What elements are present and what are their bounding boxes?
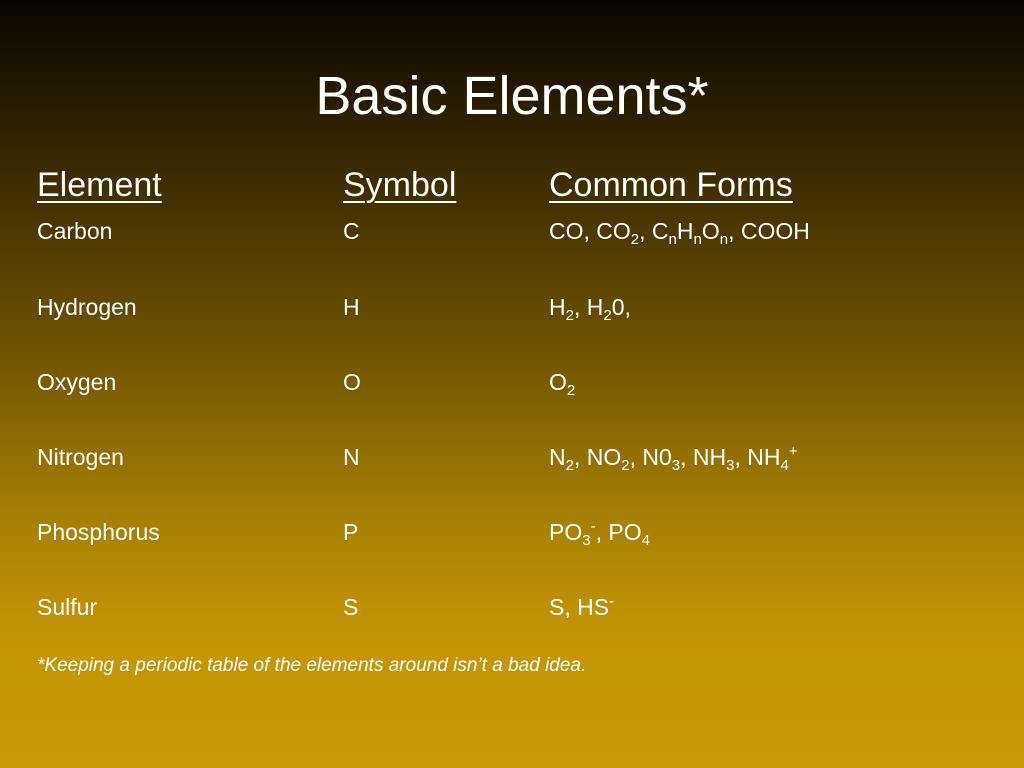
element-name: Hydrogen	[37, 294, 137, 320]
common-forms	[549, 594, 614, 621]
formula-text: , NH	[680, 444, 727, 470]
formula-text: O	[549, 369, 567, 395]
subscript: 2	[621, 457, 630, 474]
subscript: 3	[671, 457, 681, 474]
superscript: +	[788, 443, 798, 460]
subscript: n	[719, 231, 729, 248]
table-row	[37, 218, 997, 258]
table-header	[37, 166, 997, 206]
header-common-forms: Common Forms	[549, 166, 793, 204]
subscript: 2	[630, 231, 640, 248]
common-forms	[549, 294, 631, 324]
footnote: *Keeping a periodic table of the elements around isn’t a bad idea.	[37, 655, 587, 676]
formula-text: H	[676, 218, 694, 244]
element-symbol: N	[343, 444, 360, 470]
slide-title: Basic Elements*	[315, 66, 709, 126]
superscript: -	[590, 518, 596, 535]
formula-text: PO	[549, 519, 583, 545]
common-forms	[549, 218, 810, 248]
formula-text: , NH	[734, 444, 781, 470]
common-forms	[549, 518, 650, 549]
subscript: 4	[641, 532, 650, 549]
table-row	[37, 519, 997, 559]
element-name: Phosphorus	[37, 519, 160, 545]
formula-text: , NO	[573, 444, 622, 470]
element-symbol: O	[343, 369, 361, 395]
header-symbol: Symbol	[343, 166, 457, 204]
element-symbol: H	[343, 294, 360, 320]
formula-text: , C	[639, 218, 669, 244]
element-symbol: P	[343, 519, 359, 545]
subscript: 2	[565, 457, 574, 474]
element-name: Sulfur	[37, 594, 98, 620]
common-forms	[549, 443, 798, 474]
formula-text: , N0	[629, 444, 672, 470]
subscript: n	[693, 231, 702, 248]
formula-text: S, HS	[549, 594, 610, 620]
formula-text: , COOH	[728, 218, 810, 244]
formula-text: 0,	[611, 294, 631, 320]
formula-text: CO, CO	[549, 218, 631, 244]
table-row	[37, 444, 997, 484]
subscript: 3	[726, 457, 735, 474]
table-row	[37, 594, 997, 634]
formula-text: H	[549, 294, 566, 320]
element-name: Oxygen	[37, 369, 117, 395]
header-element: Element	[37, 166, 162, 204]
table-row	[37, 369, 997, 409]
table-row	[37, 294, 997, 334]
subscript: 2	[565, 307, 574, 324]
element-symbol: S	[343, 594, 359, 620]
element-symbol: C	[343, 218, 360, 244]
element-name: Carbon	[37, 218, 113, 244]
subscript: 3	[582, 532, 591, 549]
subscript: 2	[566, 382, 576, 399]
subscript: n	[668, 231, 677, 248]
subscript: 2	[603, 307, 612, 324]
element-name: Nitrogen	[37, 444, 124, 470]
formula-text: O	[701, 218, 720, 244]
subscript: 4	[780, 457, 789, 474]
formula-text: N	[549, 444, 566, 470]
formula-text: , H	[573, 294, 604, 320]
common-forms	[549, 369, 576, 399]
formula-text: , PO	[595, 519, 642, 545]
superscript: -	[609, 593, 615, 610]
